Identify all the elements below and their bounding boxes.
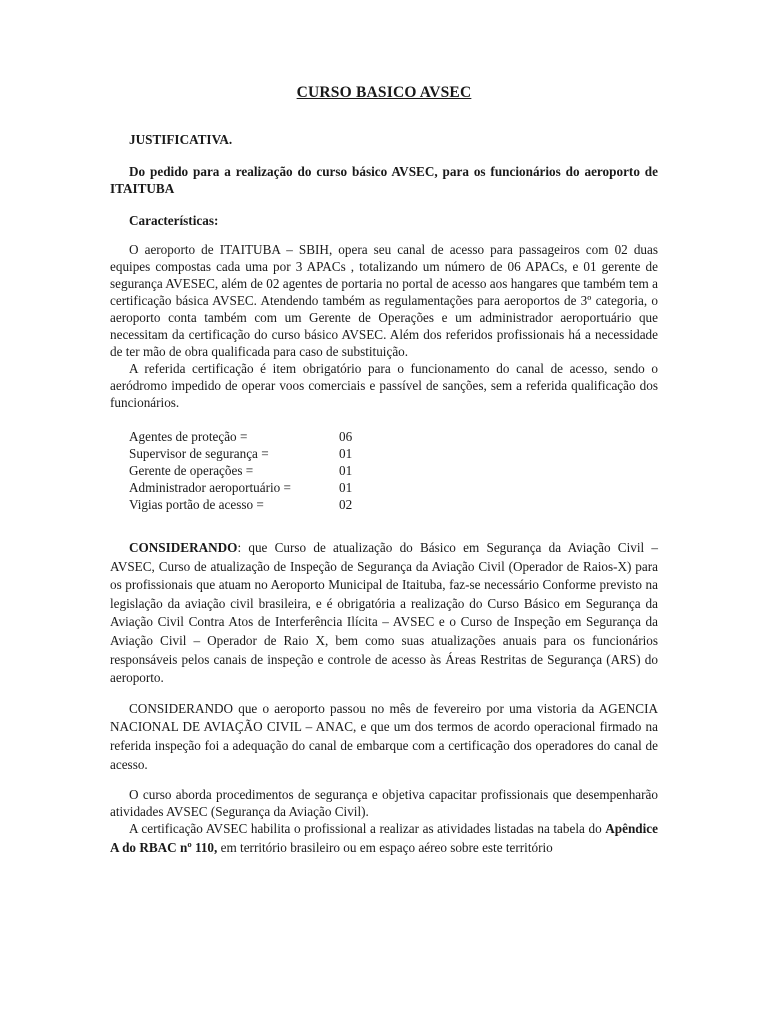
aeroporto-paragraph: O aeroporto de ITAITUBA – SBIH, opera seu canal de acesso para passageiros com 02 duas equipes compostas cada uma por 3 APACs , totalizando um número de 06 APACs, e 01 gerente de segurança AVESEC, além de 02 agentes de portaria no portal de acesso aos hangares que também tem a certificação básica AVSEC. Atendendo também as regulamentações para aeroportos de 3º categoria, o aeroporto conta também com um Gerente de Operações e um administrador aeroportuário que necessitam da certificação do curso básico AVSEC. Além dos referidos profissionais há a necessidade de ter mão de obra qualificada para caso de substituição. xyxy=(110,242,658,359)
considerando-label: CONSIDERANDO xyxy=(129,540,238,555)
considerando-paragraph-2: CONSIDERANDO que o aeroporto passou no mês de fevereiro por uma vistoria da AGENCIA NACIONAL DE AVIAÇÃO CIVIL – ANAC, e que um dos termos de acordo operacional firmado na referida inspeção foi a adequação do canal de embarque com a certificação dos operadores do canal de acesso. xyxy=(110,700,658,772)
table-row xyxy=(129,479,352,496)
caracteristicas-heading: Características: xyxy=(129,213,219,228)
staff-count: 01 xyxy=(339,480,353,495)
table-row xyxy=(129,462,352,479)
staff-table xyxy=(129,428,352,513)
staff-count: 02 xyxy=(339,497,353,512)
staff-role: Agentes de proteção = xyxy=(129,429,248,444)
table-row xyxy=(129,445,352,462)
curso-aborda-paragraph: O curso aborda procedimentos de segurança e objetiva capacitar profissionais que desempenharão atividades AVSEC (Segurança da Aviação Civil). xyxy=(110,787,658,820)
staff-count: 01 xyxy=(339,463,353,478)
staff-count: 01 xyxy=(339,446,353,461)
document-title: CURSO BASICO AVSEC xyxy=(296,84,472,101)
rbac-reference: Apêndice A do RBAC nº 110, xyxy=(110,821,658,855)
table-row xyxy=(129,428,352,445)
considerando-1-text: : que Curso de atualização do Básico em Segurança da Aviação Civil – AVSEC, Curso de atualização de Inspeção de Segurança da Aviação Civil (Operador de Raios-X) para os profissionais que atuam no Aeroporto Municipal de Itaituba, faz-se necessário Conforme previsto na legislação da aviação civil brasileira, e é obrigatória a realização do Curso Básico em Segurança da Aviação Civil Contra Atos de Interferência Ilícita – AVSEC e o Curso de Inspeção em Segurança da Aviação Civil – Operador de Raio X, bem como suas atualizações anuais para os funcionários responsáveis pelos canais de inspeção e controle de acesso às Áreas Restritas de Segurança (ARS) do aeroporto. xyxy=(110,540,658,686)
staff-role: Vigias portão de acesso = xyxy=(129,497,264,512)
staff-role: Administrador aeroportuário = xyxy=(129,480,291,495)
considerando-paragraph-1 xyxy=(110,539,658,688)
certificacao-paragraph: A referida certificação é item obrigatório para o funcionamento do canal de acesso, sendo o aeródromo impedido de operar voos comerciais e passível de sanções, sem a referida qualificação dos funcionários. xyxy=(110,361,658,410)
habilita-text-after: em território brasileiro ou em espaço aéreo sobre este território xyxy=(217,839,553,855)
justificativa-heading: JUSTIFICATIVA. xyxy=(129,132,233,147)
staff-role: Supervisor de segurança = xyxy=(129,446,269,461)
staff-count: 06 xyxy=(339,429,353,444)
staff-role: Gerente de operações = xyxy=(129,463,254,478)
habilita-text-before: A certificação AVSEC habilita o profissional a realizar as atividades listadas na tabela do xyxy=(129,821,606,837)
habilita-paragraph xyxy=(110,820,658,857)
table-row xyxy=(129,496,352,513)
pedido-paragraph: Do pedido para a realização do curso básico AVSEC, para os funcionários do aeroporto de ITAITUBA xyxy=(110,164,658,196)
document-page xyxy=(110,84,658,857)
